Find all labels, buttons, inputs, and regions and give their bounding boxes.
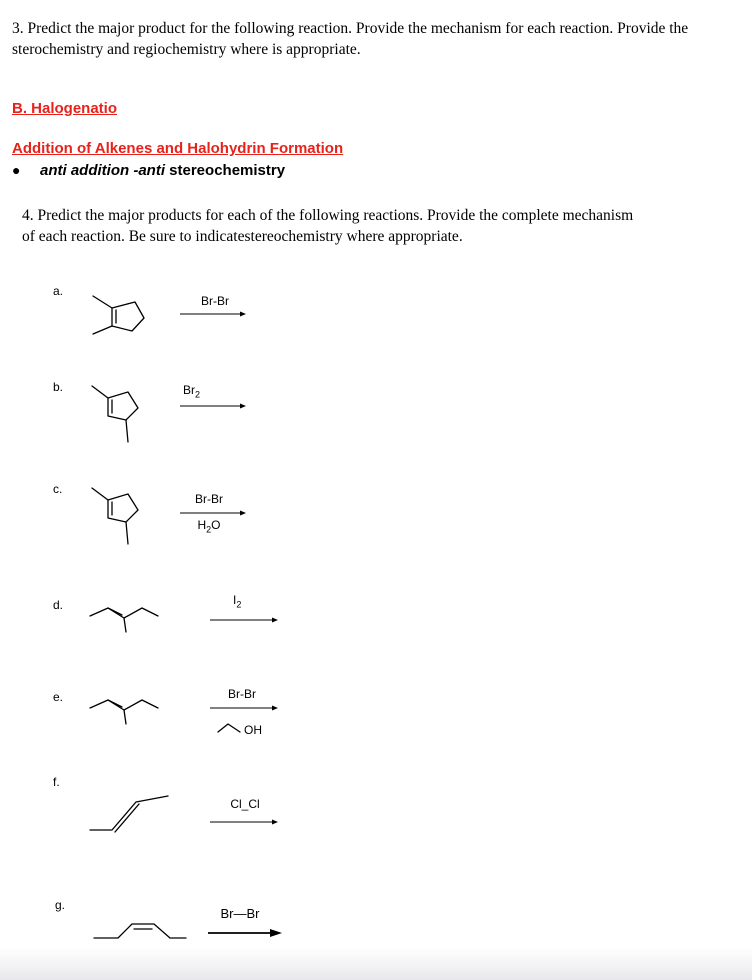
reaction-g-reagent: Br—Br xyxy=(220,906,260,921)
reaction-e-label: e. xyxy=(53,690,64,704)
reaction-e-reagent-bottom: OH xyxy=(244,723,262,737)
reaction-d-molecule xyxy=(88,598,168,638)
reaction-b-molecule xyxy=(90,382,150,448)
bullet-icon: ● xyxy=(12,162,21,178)
reaction-g-arrow xyxy=(208,928,283,938)
section-b-heading[interactable]: B. Halogenatio xyxy=(12,100,118,117)
reaction-d-reagent xyxy=(233,593,253,609)
reaction-g-molecule xyxy=(92,920,192,942)
reaction-f-arrow xyxy=(210,818,280,826)
reaction-e-arrow xyxy=(210,704,280,712)
reaction-b-arrow xyxy=(180,402,248,410)
reaction-b-label: b. xyxy=(53,380,64,394)
section-addition-heading[interactable]: Addition of Alkenes and Halohydrin Formation xyxy=(12,140,344,157)
reaction-a-molecule xyxy=(90,288,150,338)
reaction-c-reagent-bottom-sub: 2 xyxy=(206,524,212,535)
bullet-anti-addition xyxy=(12,162,285,179)
reaction-c-reagent-bottom-tail: O xyxy=(211,518,221,532)
page-bottom-fade xyxy=(0,948,752,980)
reaction-b-reagent-main: Br xyxy=(183,383,195,397)
reaction-e-reagent-top: Br-Br xyxy=(228,687,256,701)
reaction-d-reagent-main: I xyxy=(233,593,237,607)
reaction-d-label: d. xyxy=(53,598,64,612)
question-4-text: 4. Predict the major products for each of the following reactions. Provide the complete mechanism of each reaction. Be sure to indicatestereochemistry where appropriate. xyxy=(22,207,634,245)
reaction-c-reagent-bottom-main: H xyxy=(197,518,207,532)
reaction-e-ethanol-chain xyxy=(216,720,246,736)
reaction-c-reagent-top: Br-Br xyxy=(195,492,223,506)
reaction-g-label: g. xyxy=(55,898,66,912)
reaction-c-reagent-bottom xyxy=(180,518,238,534)
bullet-italic-text: anti addition -anti xyxy=(40,162,165,179)
reaction-c-molecule xyxy=(90,484,150,550)
reaction-a-arrow xyxy=(180,310,248,318)
reaction-c-label: c. xyxy=(53,482,63,496)
reaction-c-arrow xyxy=(180,509,248,517)
reaction-a-label: a. xyxy=(53,284,64,298)
reaction-e-molecule xyxy=(88,690,168,730)
reaction-a-reagent: Br-Br xyxy=(201,294,229,308)
reaction-f-molecule xyxy=(88,794,178,834)
reaction-f-label: f. xyxy=(53,775,60,789)
reaction-b-reagent xyxy=(183,383,223,399)
reaction-d-arrow xyxy=(210,616,280,624)
reaction-b-reagent-sub: 2 xyxy=(195,389,201,400)
reaction-d-reagent-sub: 2 xyxy=(236,599,242,610)
reaction-f-reagent: Cl_Cl xyxy=(230,797,260,811)
question-3-text: 3. Predict the major product for the following reaction. Provide the mechanism for each reaction. Provide the sterochemistry and regiochemistry where is appropriate. xyxy=(12,20,689,58)
bullet-bold-text: stereochemistry xyxy=(165,162,286,179)
